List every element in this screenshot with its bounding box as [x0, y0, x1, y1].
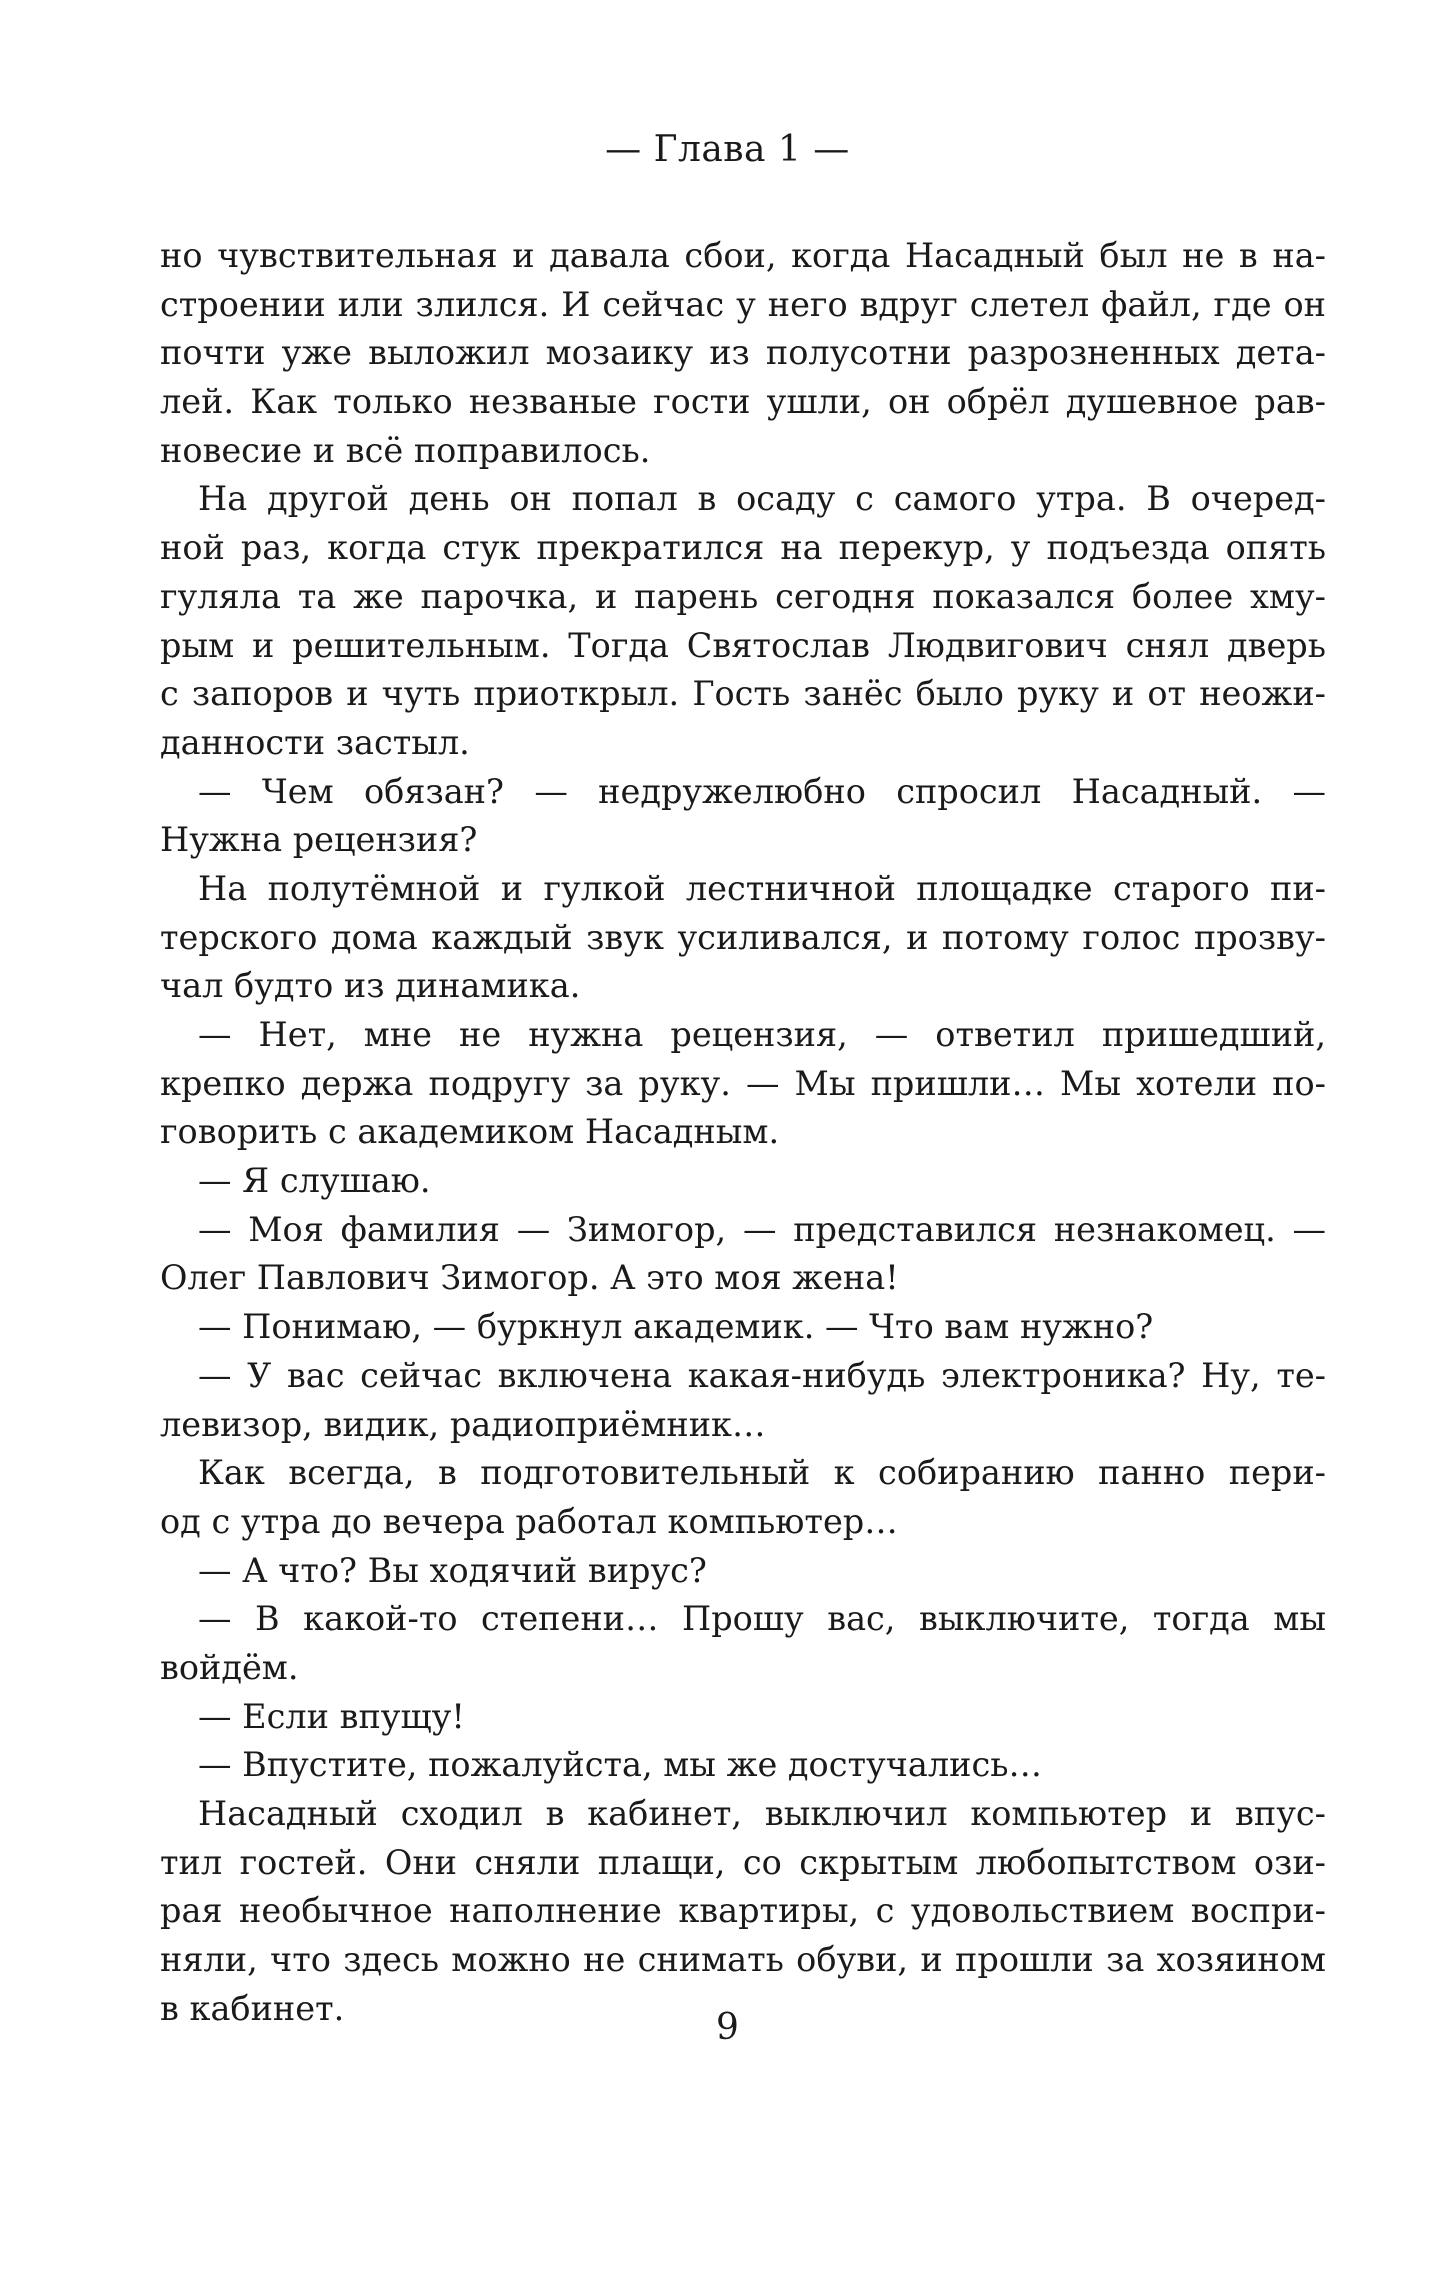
text-line: ной раз, когда стук прекратился на перекур, у подъезда опять: [160, 528, 1326, 568]
text-line: — Чем обязан? — недружелюбно спросил Насадный. —: [198, 771, 1326, 811]
text-line: в кабинет.: [160, 1988, 345, 2028]
text-line: — Я слушаю.: [198, 1161, 431, 1201]
text-line: рым и решительным. Тогда Святослав Людвигович снял дверь: [160, 625, 1326, 665]
text-line: с запоров и чуть приоткрыл. Гость занёс было руку и от неожи-: [160, 674, 1326, 714]
text-line: чал будто из динамика.: [160, 966, 581, 1006]
text-line: новесие и всё поправилось.: [160, 430, 651, 470]
body-text: [160, 232, 1326, 2033]
text-line: Нужна рецензия?: [160, 820, 478, 860]
text-line: войдём.: [160, 1647, 299, 1687]
text-line: няли, что здесь можно не снимать обуви, и прошли за хозяином: [160, 1940, 1326, 1980]
text-line: — Если впущу!: [198, 1696, 465, 1736]
text-line: — Моя фамилия — Зимогор, — представился незнакомец. —: [198, 1209, 1326, 1249]
text-line: почти уже выложил мозаику из полусотни разрозненных дета-: [160, 333, 1326, 373]
text-line: гуляла та же парочка, и парень сегодня показался более хму-: [160, 576, 1326, 616]
text-line: од с утра до вечера работал компьютер…: [160, 1501, 898, 1541]
text-line: данности застыл.: [160, 722, 470, 762]
text-line: На другой день он попал в осаду с самого утра. В очеред-: [198, 479, 1326, 519]
text-line: но чувствительная и давала сбои, когда Насадный был не в на-: [160, 236, 1326, 275]
text-line: Насадный сходил в кабинет, выключил компьютер и впус-: [198, 1794, 1326, 1833]
running-head: — Глава 1 —: [605, 129, 850, 170]
text-line: крепко держа подругу за руку. — Мы пришли… Мы хотели по-: [160, 1063, 1326, 1103]
text-line: — У вас сейчас включена какая-нибудь электроника? Ну, те-: [198, 1355, 1326, 1395]
page-number: 9: [716, 2007, 739, 2048]
text-line: рая необычное наполнение квартиры, с удовольствием воспри-: [160, 1891, 1326, 1931]
text-line: тил гостей. Они сняли плащи, со скрытым любопытством ози-: [160, 1842, 1326, 1882]
text-line: — В какой-то степени… Прошу вас, выключите, тогда мы: [198, 1599, 1326, 1639]
text-line: левизор, видик, радиоприёмник…: [160, 1404, 766, 1444]
text-line: терского дома каждый звук усиливался, и потому голос прозву-: [160, 917, 1326, 957]
text-line: — Впустите, пожалуйста, мы же достучались…: [198, 1745, 1042, 1785]
text-line: — Понимаю, — буркнул академик. — Что вам нужно?: [198, 1307, 1154, 1347]
text-line: — А что? Вы ходячий вирус?: [198, 1550, 707, 1590]
text-line: На полутёмной и гулкой лестничной площадке старого пи-: [198, 868, 1326, 908]
text-line: говорить с академиком Насадным.: [160, 1112, 780, 1152]
text-line: Олег Павлович Зимогор. А это моя жена!: [160, 1258, 899, 1298]
text-line: лей. Как только незваные гости ушли, он обрёл душевное рав-: [160, 382, 1326, 422]
text-line: Как всегда, в подготовительный к собиранию панно пери-: [198, 1453, 1326, 1493]
text-line: строении или злился. И сейчас у него вдруг слетел файл, где он: [160, 284, 1326, 324]
text-line: — Нет, мне не нужна рецензия, — ответил пришедший,: [198, 1015, 1326, 1054]
